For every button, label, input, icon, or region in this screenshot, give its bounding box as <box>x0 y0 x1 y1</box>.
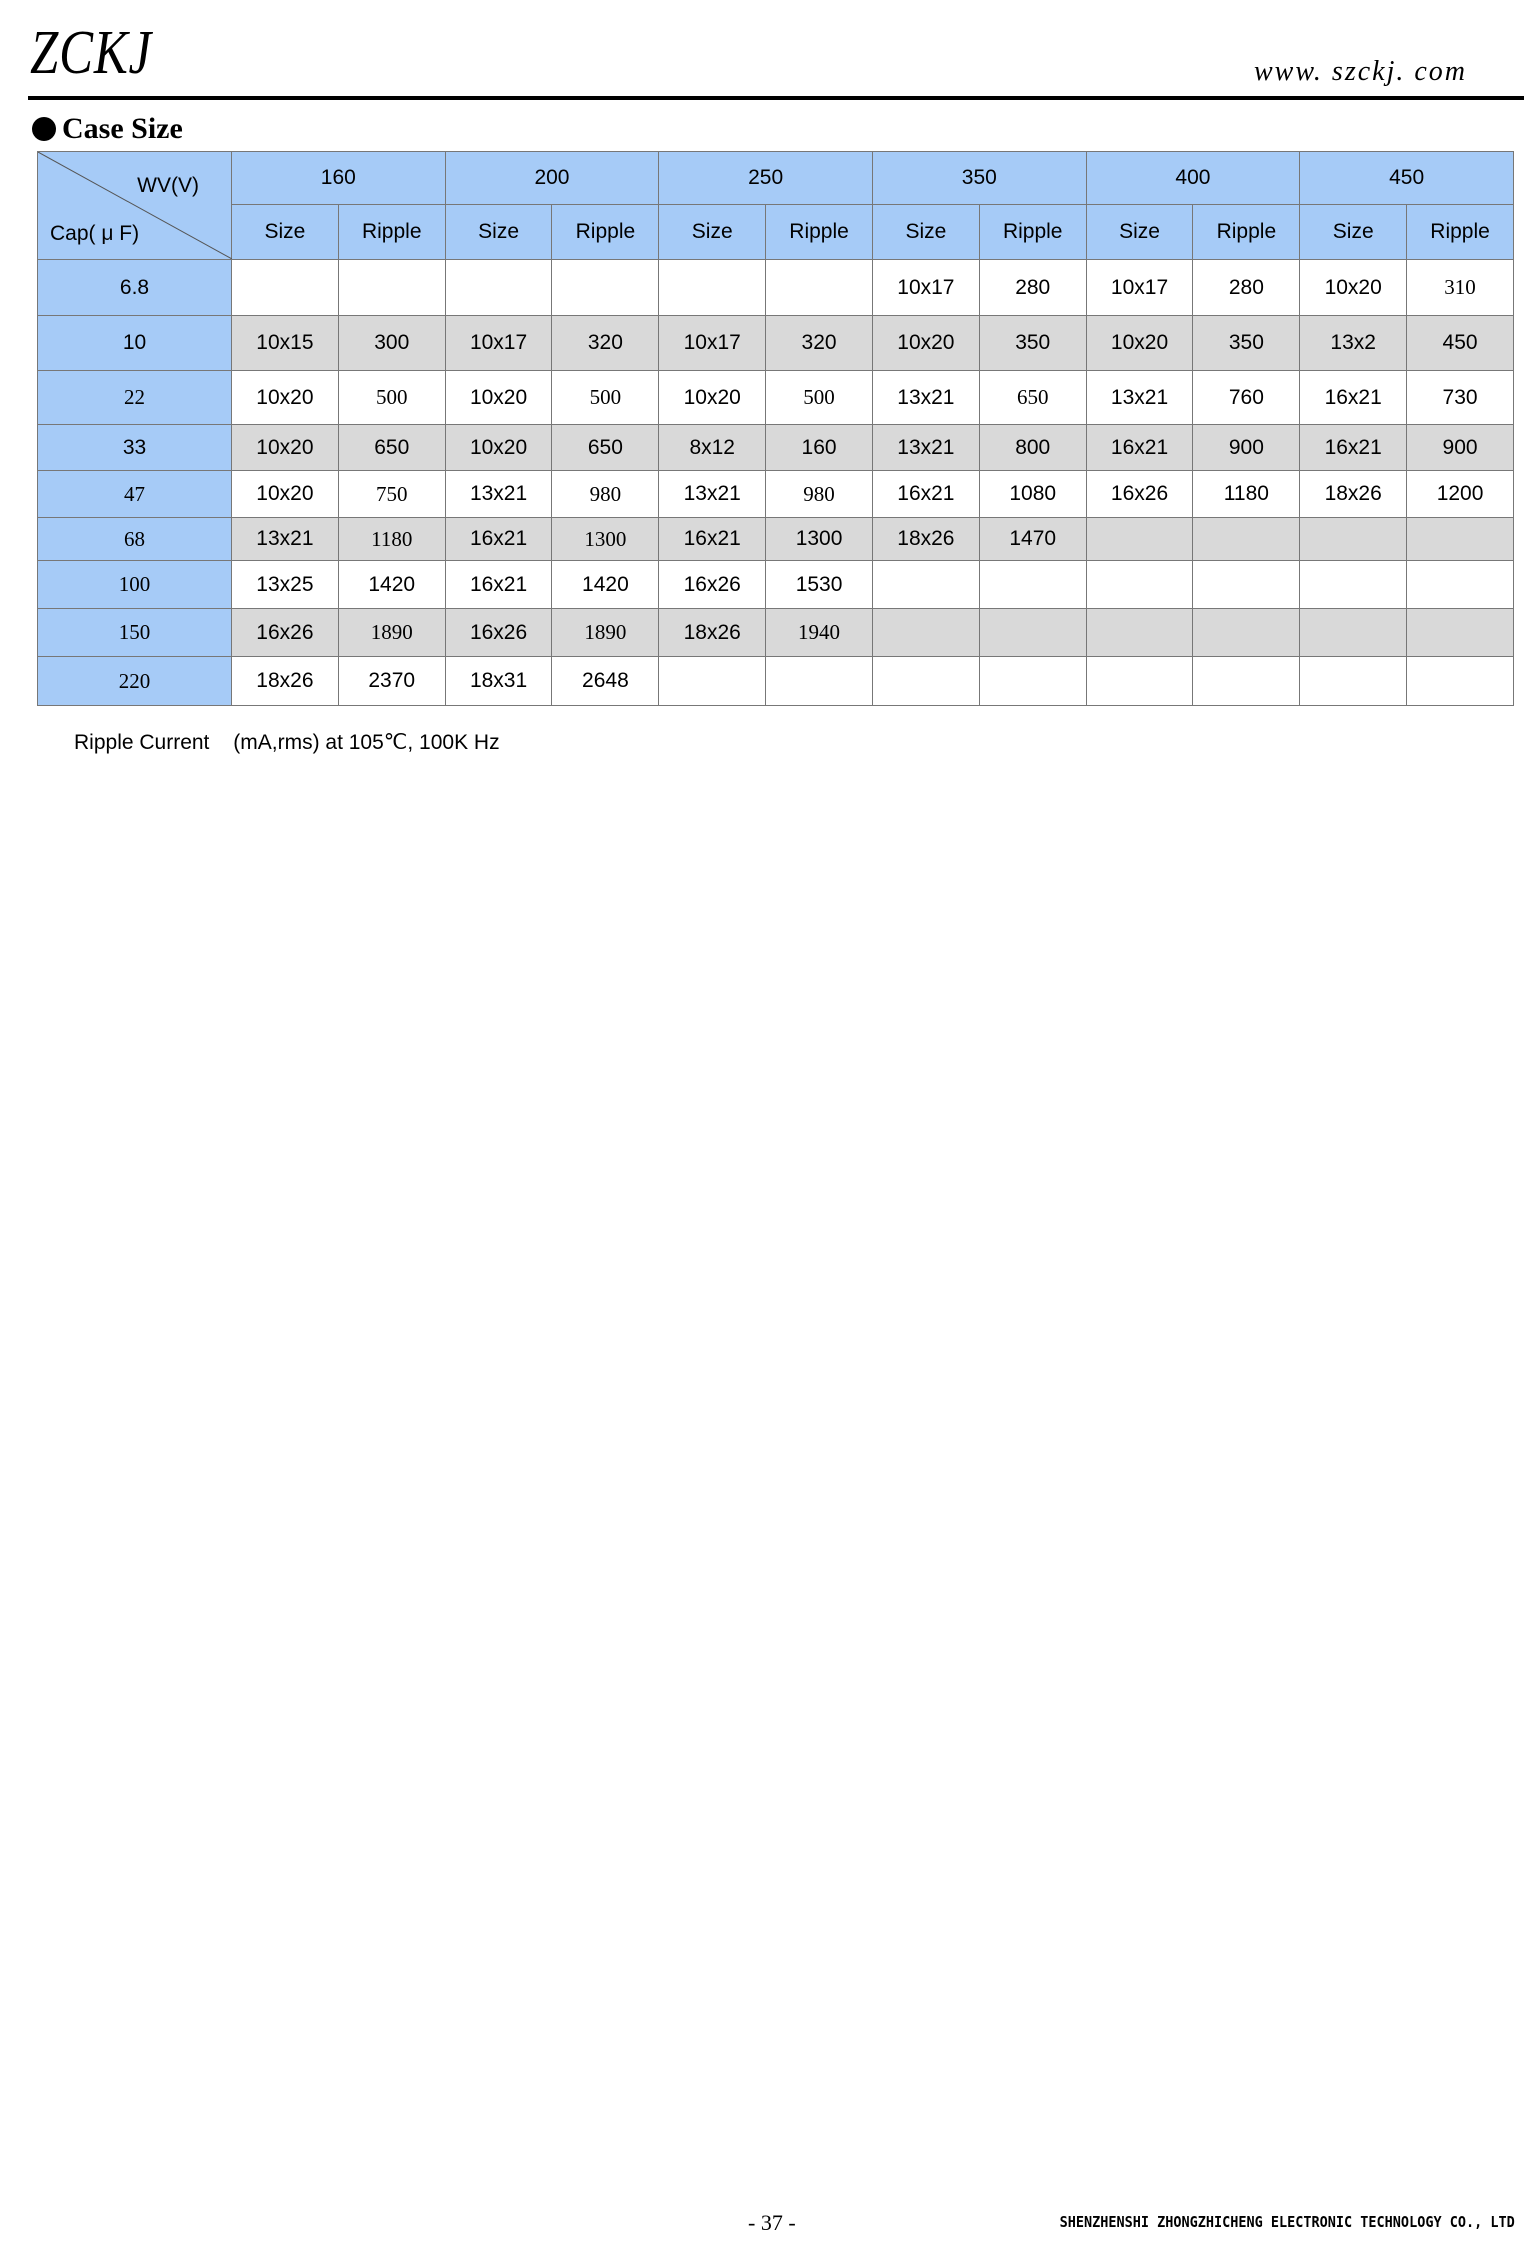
capacitance-cell: 220 <box>38 657 232 706</box>
wv-label: WV(V) <box>137 174 199 197</box>
size-cell: 16x21 <box>1086 425 1193 471</box>
size-cell: 8x12 <box>659 425 766 471</box>
ripple-header: Ripple <box>1407 205 1514 260</box>
size-cell: 16x21 <box>659 518 766 561</box>
size-cell: 13x21 <box>659 471 766 518</box>
capacitance-cell: 68 <box>38 518 232 561</box>
ripple-cell <box>1407 518 1514 561</box>
table-row <box>38 518 1514 561</box>
size-cell: 10x20 <box>445 371 552 425</box>
voltage-header: 250 <box>659 152 873 205</box>
voltage-header: 400 <box>1086 152 1300 205</box>
case-size-table <box>37 151 1514 706</box>
ripple-cell: 310 <box>1407 260 1514 316</box>
ripple-cell: 320 <box>766 316 873 371</box>
ripple-cell: 650 <box>552 425 659 471</box>
size-cell: 10x17 <box>1086 260 1193 316</box>
ripple-cell: 2648 <box>552 657 659 706</box>
capacitance-cell: 6.8 <box>38 260 232 316</box>
size-cell <box>1300 518 1407 561</box>
size-cell: 18x26 <box>232 657 339 706</box>
size-cell: 18x31 <box>445 657 552 706</box>
size-cell <box>232 260 339 316</box>
ripple-cell: 730 <box>1407 371 1514 425</box>
ripple-header: Ripple <box>766 205 873 260</box>
size-cell: 13x25 <box>232 561 339 609</box>
table-row <box>38 471 1514 518</box>
table-row <box>38 260 1514 316</box>
size-cell: 13x21 <box>872 371 979 425</box>
size-cell: 16x26 <box>445 609 552 657</box>
ripple-cell <box>1193 561 1300 609</box>
size-cell: 16x26 <box>659 561 766 609</box>
size-cell: 13x21 <box>445 471 552 518</box>
size-cell: 10x15 <box>232 316 339 371</box>
section-title <box>32 112 183 146</box>
website-url: www. szckj. com <box>1253 56 1467 87</box>
ripple-cell <box>1193 657 1300 706</box>
size-cell: 10x17 <box>659 316 766 371</box>
ripple-cell <box>338 260 445 316</box>
voltage-header: 200 <box>445 152 659 205</box>
size-cell <box>1300 657 1407 706</box>
size-cell <box>659 657 766 706</box>
size-cell <box>1086 518 1193 561</box>
size-header: Size <box>445 205 552 260</box>
ripple-note <box>74 730 518 755</box>
ripple-cell: 980 <box>766 471 873 518</box>
capacitance-cell: 22 <box>38 371 232 425</box>
size-header: Size <box>1086 205 1193 260</box>
size-cell: 10x20 <box>232 371 339 425</box>
header-divider <box>28 96 1524 100</box>
table-row <box>38 371 1514 425</box>
corner-header-cell <box>38 152 232 260</box>
ripple-cell: 1890 <box>338 609 445 657</box>
ripple-header: Ripple <box>979 205 1086 260</box>
voltage-header-row <box>38 152 1514 205</box>
ripple-cell: 980 <box>552 471 659 518</box>
size-header: Size <box>872 205 979 260</box>
ripple-cell: 280 <box>1193 260 1300 316</box>
size-cell: 16x26 <box>1086 471 1193 518</box>
ripple-cell: 1180 <box>1193 471 1300 518</box>
size-cell: 16x21 <box>445 518 552 561</box>
ripple-cell: 300 <box>338 316 445 371</box>
ripple-cell <box>766 260 873 316</box>
ripple-cell: 1890 <box>552 609 659 657</box>
ripple-cell <box>1193 609 1300 657</box>
ripple-cell: 900 <box>1407 425 1514 471</box>
table-body <box>38 260 1514 706</box>
size-cell <box>872 561 979 609</box>
size-cell: 10x20 <box>659 371 766 425</box>
ripple-cell: 2370 <box>338 657 445 706</box>
ripple-cell <box>1407 609 1514 657</box>
ripple-note-label: Ripple Current <box>74 731 210 754</box>
ripple-cell: 280 <box>979 260 1086 316</box>
size-cell: 10x20 <box>232 471 339 518</box>
size-cell <box>872 657 979 706</box>
bullet-icon <box>32 117 56 141</box>
ripple-cell: 320 <box>552 316 659 371</box>
ripple-cell: 160 <box>766 425 873 471</box>
ripple-cell <box>979 561 1086 609</box>
size-cell: 18x26 <box>872 518 979 561</box>
ripple-cell: 1300 <box>766 518 873 561</box>
capacitance-cell: 33 <box>38 425 232 471</box>
size-cell: 10x20 <box>445 425 552 471</box>
ripple-cell: 1470 <box>979 518 1086 561</box>
ripple-cell: 800 <box>979 425 1086 471</box>
size-header: Size <box>232 205 339 260</box>
ripple-cell: 1940 <box>766 609 873 657</box>
capacitance-cell: 10 <box>38 316 232 371</box>
size-cell: 10x20 <box>872 316 979 371</box>
size-cell: 10x17 <box>445 316 552 371</box>
ripple-cell: 450 <box>1407 316 1514 371</box>
size-cell: 16x21 <box>1300 371 1407 425</box>
ripple-cell <box>1193 518 1300 561</box>
voltage-header: 350 <box>872 152 1086 205</box>
company-logo: ZCKJ <box>30 19 152 87</box>
capacitance-cell: 47 <box>38 471 232 518</box>
size-cell: 13x21 <box>872 425 979 471</box>
size-cell: 10x20 <box>1086 316 1193 371</box>
ripple-cell: 1420 <box>552 561 659 609</box>
size-cell: 16x21 <box>872 471 979 518</box>
size-cell: 13x21 <box>232 518 339 561</box>
size-cell: 18x26 <box>1300 471 1407 518</box>
ripple-cell: 350 <box>979 316 1086 371</box>
table-row <box>38 561 1514 609</box>
ripple-cell: 1420 <box>338 561 445 609</box>
cap-label: Cap( μ F) <box>50 222 140 245</box>
size-cell <box>1086 561 1193 609</box>
section-title-text: Case Size <box>62 112 183 145</box>
size-cell: 16x26 <box>232 609 339 657</box>
ripple-cell: 1530 <box>766 561 873 609</box>
size-cell <box>1086 657 1193 706</box>
voltage-header: 450 <box>1300 152 1514 205</box>
size-cell <box>659 260 766 316</box>
ripple-cell <box>552 260 659 316</box>
size-cell: 18x26 <box>659 609 766 657</box>
size-cell: 13x2 <box>1300 316 1407 371</box>
ripple-cell <box>1407 657 1514 706</box>
ripple-cell <box>1407 561 1514 609</box>
size-cell: 13x21 <box>1086 371 1193 425</box>
ripple-cell <box>766 657 873 706</box>
table-row <box>38 609 1514 657</box>
voltage-header: 160 <box>232 152 446 205</box>
size-cell: 16x21 <box>445 561 552 609</box>
ripple-header: Ripple <box>1193 205 1300 260</box>
ripple-cell: 500 <box>766 371 873 425</box>
ripple-cell: 1200 <box>1407 471 1514 518</box>
subheader-row <box>38 205 1514 260</box>
ripple-cell: 900 <box>1193 425 1300 471</box>
size-cell <box>1300 609 1407 657</box>
ripple-cell: 1300 <box>552 518 659 561</box>
size-cell <box>1086 609 1193 657</box>
size-header: Size <box>1300 205 1407 260</box>
table-row <box>38 316 1514 371</box>
ripple-cell: 750 <box>338 471 445 518</box>
ripple-header: Ripple <box>338 205 445 260</box>
company-name: SHENZHENSHI ZHONGZHICHENG ELECTRONIC TECHNOLOGY CO., LTD <box>1059 2213 1515 2231</box>
ripple-cell: 500 <box>338 371 445 425</box>
capacitance-cell: 150 <box>38 609 232 657</box>
size-cell: 16x21 <box>1300 425 1407 471</box>
size-cell <box>1300 561 1407 609</box>
table-row <box>38 425 1514 471</box>
ripple-cell: 500 <box>552 371 659 425</box>
ripple-cell: 650 <box>979 371 1086 425</box>
size-header: Size <box>659 205 766 260</box>
ripple-header: Ripple <box>552 205 659 260</box>
ripple-cell: 1080 <box>979 471 1086 518</box>
ripple-note-detail: (mA,rms) at 105℃, 100K Hz <box>233 731 500 754</box>
page-number: - 37 - <box>748 2210 796 2235</box>
size-cell: 10x17 <box>872 260 979 316</box>
size-cell: 10x20 <box>1300 260 1407 316</box>
ripple-cell: 650 <box>338 425 445 471</box>
ripple-cell <box>979 657 1086 706</box>
ripple-cell: 350 <box>1193 316 1300 371</box>
ripple-cell <box>979 609 1086 657</box>
ripple-cell: 760 <box>1193 371 1300 425</box>
ripple-cell: 1180 <box>338 518 445 561</box>
size-cell <box>445 260 552 316</box>
table-row <box>38 657 1514 706</box>
size-cell <box>872 609 979 657</box>
size-cell: 10x20 <box>232 425 339 471</box>
capacitance-cell: 100 <box>38 561 232 609</box>
